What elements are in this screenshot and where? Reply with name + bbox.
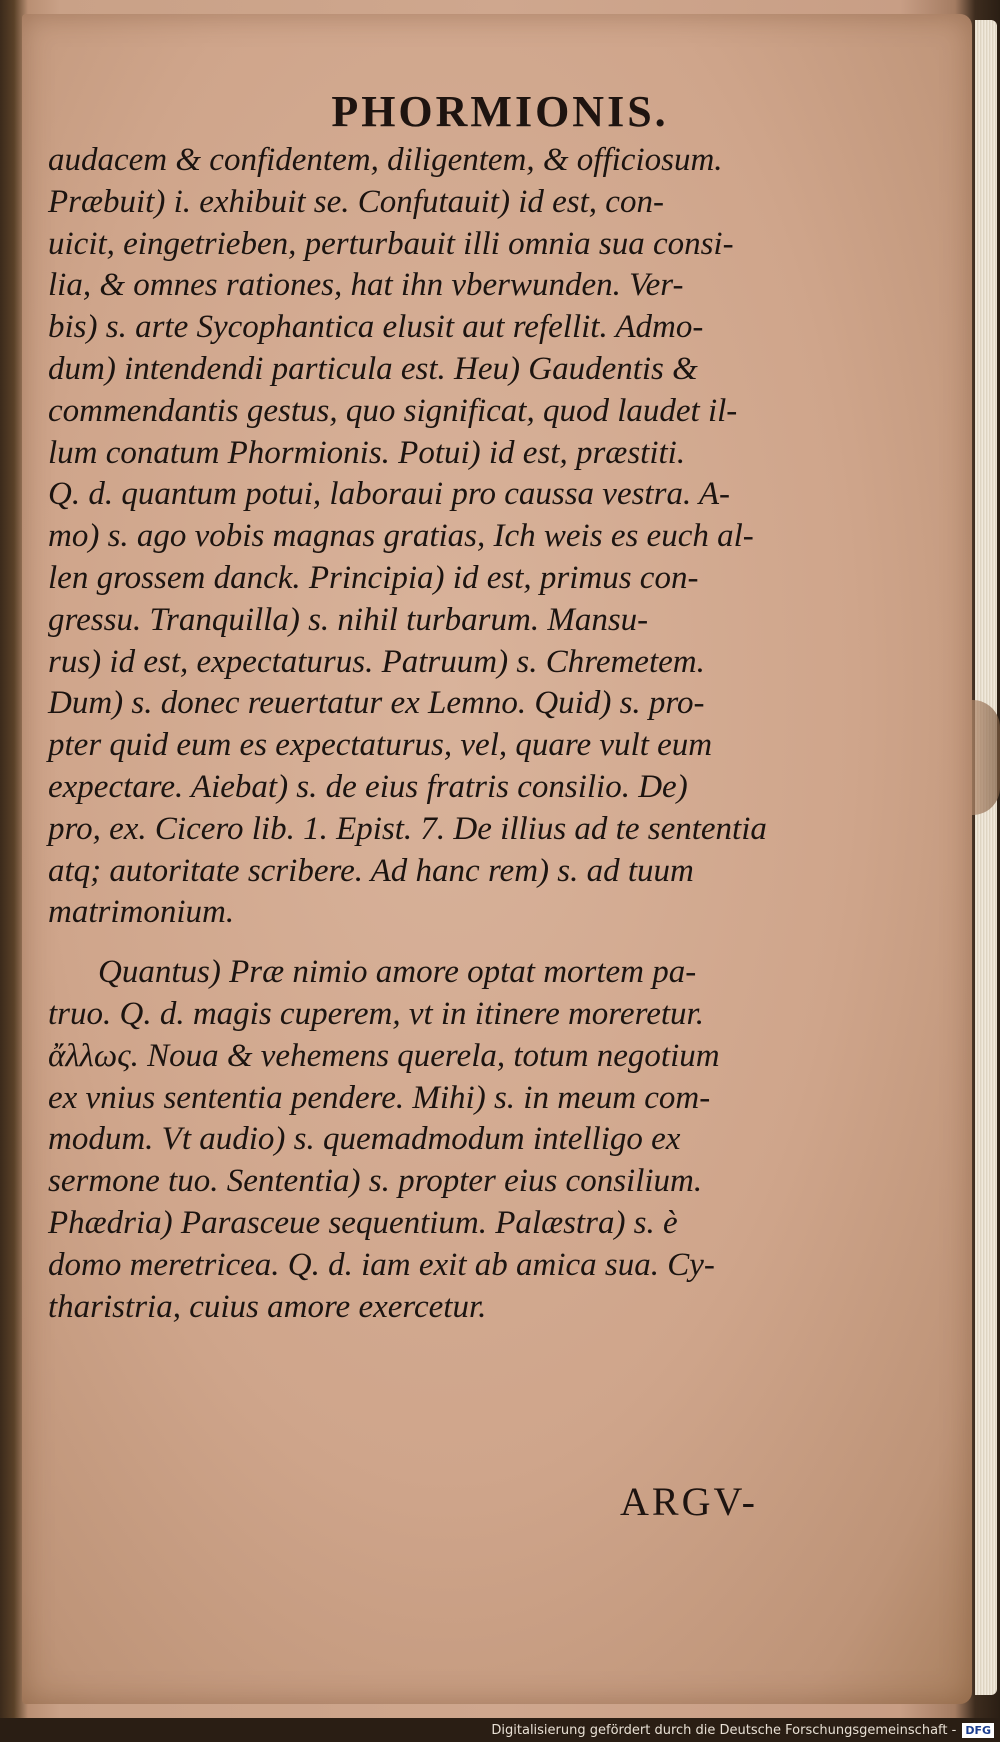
- footer-credit: Digitalisierung gefördert durch die Deutsche Forschungsgemeinschaft -: [491, 1722, 957, 1738]
- text-line: pro, ex. Cicero lib. 1. Epist. 7. De illius ad te sententia: [48, 810, 767, 847]
- text-line: tharistria, cuius amore exercetur.: [48, 1288, 487, 1325]
- text-line: dum) intendendi particula est. Heu) Gaudentis &: [48, 350, 698, 387]
- text-line: pter quid eum es expectaturus, vel, quare vult eum: [48, 727, 713, 764]
- text-line: sermone tuo. Sententia) s. propter eius consilium.: [48, 1163, 703, 1200]
- text-line: audacem & confidentem, diligentem, & officiosum.: [48, 142, 723, 178]
- text-line: modum. Vt audio) s. quemadmodum intelligo ex: [48, 1121, 681, 1158]
- page-text: [48, 140, 838, 1328]
- running-header: PHORMIONIS.: [331, 87, 669, 136]
- text-line: mo) s. ago vobis magnas gratias, Ich weis es euch al-: [48, 518, 754, 555]
- text-line: expectare. Aiebat) s. de eius fratris consilio. De): [48, 768, 688, 805]
- text-line: lia, & omnes rationes, hat ihn vberwunden. Ver-: [48, 267, 684, 304]
- text-line: Dum) s. donec reuertatur ex Lemno. Quid) s. pro-: [48, 685, 705, 722]
- text-line: uicit, eingetrieben, perturbauit illi omnia sua consi-: [48, 225, 734, 262]
- text-line: domo meretricea. Q. d. iam exit ab amica sua. Cy-: [48, 1246, 715, 1283]
- text-line: commendantis gestus, quo significat, quod laudet il-: [48, 392, 738, 429]
- digitization-footer: [0, 1718, 1000, 1742]
- text-line: lum conatum Phormionis. Potui) id est, præstiti.: [48, 434, 686, 471]
- dfg-logo: DFG: [962, 1723, 994, 1738]
- text-line: gressu. Tranquilla) s. nihil turbarum. Mansu-: [48, 601, 649, 638]
- text-line-paragraph-start: Quantus) Præ nimio amore optat mortem pa-: [98, 954, 697, 991]
- text-line: len grossem danck. Principia) id est, primus con-: [48, 559, 699, 596]
- text-line: Phædria) Parasceue sequentium. Palæstra) s. è: [48, 1204, 678, 1241]
- text-line: rus) id est, expectaturus. Patruum) s. Chremetem.: [48, 643, 705, 680]
- text-line: atq; autoritate scribere. Ad hanc rem) s. ad tuum: [48, 852, 694, 889]
- text-line: matrimonium.: [48, 894, 235, 931]
- catchword: ARGV-: [620, 1479, 758, 1524]
- text-line: ex vnius sententia pendere. Mihi) s. in meum com-: [48, 1079, 711, 1116]
- text-line: ἄλλως. Noua & vehemens querela, totum negotium: [48, 1037, 720, 1074]
- page-edges: [975, 20, 997, 1695]
- text-line: bis) s. arte Sycophantica elusit aut refellit. Admo-: [48, 309, 704, 346]
- text-line: truo. Q. d. magis cuperem, vt in itinere moreretur.: [48, 995, 704, 1032]
- text-line: Præbuit) i. exhibuit se. Confutauit) id est, con-: [48, 183, 664, 220]
- text-line: Q. d. quantum potui, laboraui pro caussa vestra. A-: [48, 476, 730, 513]
